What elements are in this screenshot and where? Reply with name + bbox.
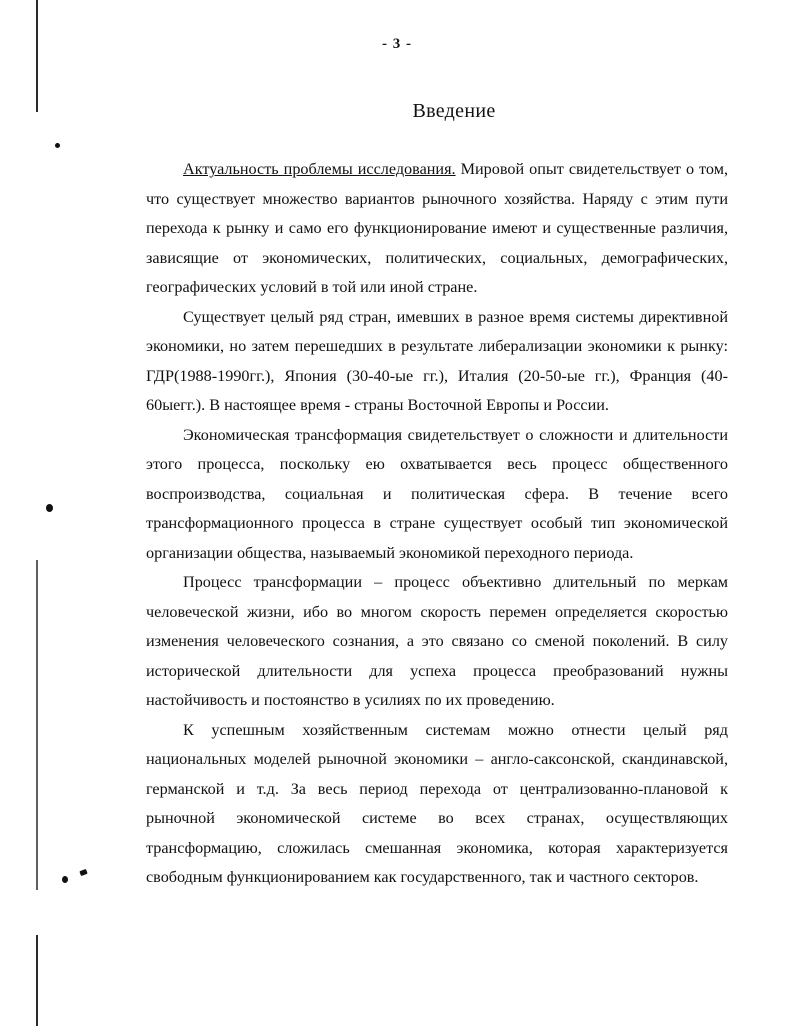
paragraph: Процесс трансформации – процесс объективно длительный по меркам человеческой жизни, ибо во многом скорость перемен определяется скоростью изменения человеческого сознания, а это связано со сменой поколений. В силу исторической длительности для успеха процесса преобразований нужны настойчивость и постоянство в усилиях по их проведению.	[146, 573, 728, 709]
section-lead: Актуальность проблемы исследования.	[183, 160, 456, 178]
scan-speck	[79, 869, 87, 876]
scan-margin-line	[36, 0, 38, 112]
scan-speck	[62, 876, 68, 883]
document-body	[146, 155, 728, 893]
scan-speck	[46, 504, 53, 512]
paragraph: Существует целый ряд стран, имевших в разное время системы директивной экономики, но затем перешедших в результате либерализации экономики к рынку: ГДР(1988-1990гг.), Япония (30-40-ые гг.), Италия (20-50-ые гг.), Франция (40-60ыегг.). В настоящее время - страны Восточной Европы и России.	[146, 307, 728, 414]
paragraph-text: Мировой опыт свидетельствует о том, что существует множество вариантов рыночного хозяйства. Наряду с этим пути перехода к рынку и само его функционирование имеют и существенные различия, зависящие от экономических, политических, социальных, демографических, географических условий в той или иной стране.	[146, 160, 728, 296]
scan-margin-line	[36, 935, 38, 1026]
scan-speck	[55, 143, 60, 148]
paragraph: Экономическая трансформация свидетельствует о сложности и длительности этого процесса, поскольку ею охватывается весь процесс общественного воспроизводства, социальная и политическая сфера. В течение всего трансформационного процесса в стране существует особый тип экономической организации общества, называемый экономикой переходного периода.	[146, 425, 728, 562]
scan-margin-line	[36, 560, 38, 890]
paragraph: К успешным хозяйственным системам можно отнести целый ряд национальных моделей рыночной экономики – англо-саксонской, скандинавской, германской и т.д. За весь период перехода от централизованно-плановой к рыночной экономической системе во всех странах, осуществляющих трансформацию, сложилась смешанная экономика, которая характеризуется свободным функционированием как государственного, так и частного секторов.	[146, 720, 728, 886]
page-title: Введение	[412, 100, 496, 122]
page-number: - 3 -	[382, 36, 412, 52]
paragraph	[146, 155, 728, 303]
